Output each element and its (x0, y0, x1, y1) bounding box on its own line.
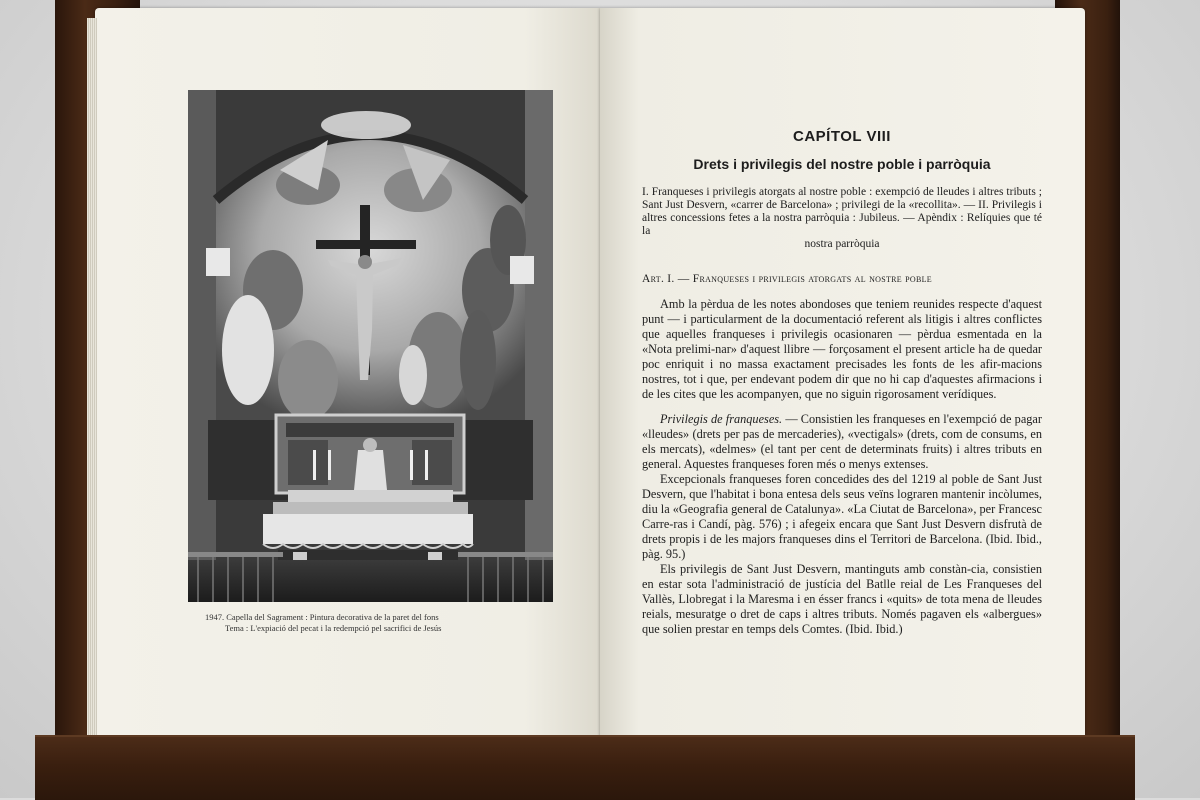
summary-last-line: nostra parròquia (804, 238, 880, 250)
photo-caption (205, 612, 545, 634)
paragraph-4: Els privilegis de Sant Just Desvern, mantinguts amb constàn-cia, consistien en estar sota l'administració de justícia del Batlle reial de Les Franqueses del Vallès, Llobregat i la Maresma i en ésser francs i «quits» de tota mena de lleudes reials, mesuratge o dret de caps i altres tributs. Només pagaven els «albergues» que solien prestar en temps dels Comtes. (Ibid. Ibid.) (642, 562, 1042, 636)
paragraph-2-text: — Consistien les franqueses en l'exempció de pagar «lleudes» (drets per pas de mercaderies), «vectigals» (drets, com de consums, en els mercats), «delmes» (el tant per cent de determinats fruits) i altres tributs en general. Aquestes franqueses foren més o menys extenses. (642, 412, 1042, 471)
paragraph-3: Excepcionals franqueses foren concedides des del 1219 al poble de Sant Just Desvern, que l'habitat i bona entesa dels seus veïns lograren mantenir incòlumes, diu la «Geografia general de Catalunya». «La Ciutat de Barcelona», per Francesc Carre-ras i Candí, pàg. 576) ; i afegeix encara que Sant Just Desvern disfrutà de drets propis i de les majors franqueses dins el Territori de Barcelona. (Ibid. Ibid., pàg. 95.) (642, 472, 1042, 561)
paragraph-2 (642, 412, 1042, 472)
altar-illustration (188, 90, 553, 602)
right-page-text (642, 128, 1042, 637)
book-stand-base (35, 735, 1135, 800)
caption-line-1: 1947. Capella del Sagrament : Pintura decorativa de la paret del fons (205, 612, 439, 622)
article-title: Art. I. — Franqueses i privilegis atorgats al nostre poble (642, 273, 932, 285)
paragraph-1: Amb la pèrdua de les notes abondoses que teniem reunides respecte d'aquest punt — i particularment de la documentació referent als litigis i altres conflictes que aquelles franqueses i privilegis ocasionaren — pèrdua esmentada en la «Nota prelimi-nar» d'aquest llibre — forçosament el present article ha de quedar poc enriquit i no massa exactament precisades les fonts de les afir-macions nostres, tot i que, per endevant podem dir que no hi cap d'aquestes afirmacions i de les cites que les acompanyen, que no siguin rigorosament verídiques. (642, 297, 1042, 401)
altar-photograph (188, 90, 553, 602)
open-book (95, 8, 1085, 753)
chapter-subtitle: Drets i privilegis del nostre poble i parròquia (693, 156, 991, 172)
summary-text: I. Franqueses i privilegis atorgats al nostre poble : exempció de lleudes i altres tributs ; Sant Just Desvern, «carrer de Barcelona» ; privilegi de la «recollita». — II. Privilegis i altres concessions fetes a la nostra parròquia : Jubileus. — Apèndix : Relíquies que té la (642, 186, 1042, 237)
paragraph-2-italic: Privilegis de franqueses. (660, 412, 783, 426)
page-edges (87, 18, 97, 738)
chapter-heading: CAPÍTOL VIII (793, 128, 891, 145)
left-page (95, 8, 600, 743)
caption-line-2: Tema : L'expiació del pecat i la redempció pel sacrifici de Jesús (225, 623, 442, 633)
chapter-summary (642, 186, 1042, 251)
right-page (600, 8, 1085, 743)
